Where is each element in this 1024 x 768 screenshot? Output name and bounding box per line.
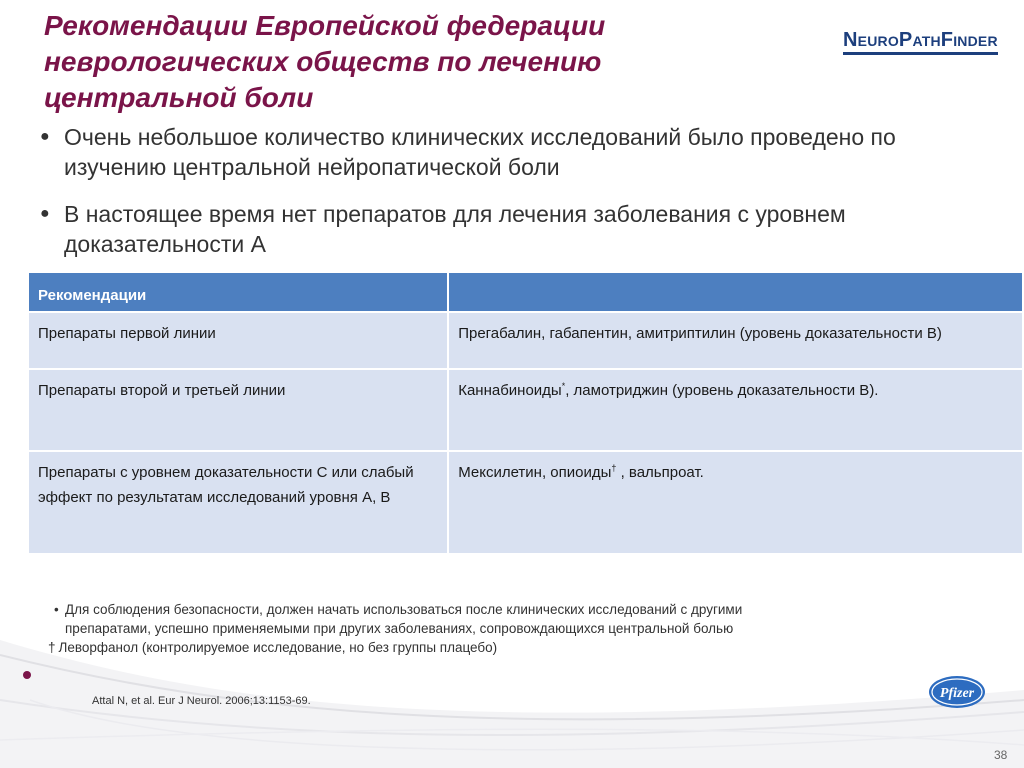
recommendations-table [27,271,1024,555]
bullet-item [40,199,940,259]
bullet-dot-icon: ● [40,205,50,222]
bullet-text: Очень небольшое количество клинических исследований было проведено по изучению центральной нейропатической боли [64,124,896,180]
table-cell-value [448,451,1023,554]
footnote-marker: † [611,463,617,473]
footnote-text: Для соблюдения безопасности, должен начать использоваться после клинических исследований с другими [65,602,743,617]
logo-letter: N [843,29,858,51]
logo-letters: EURO [857,33,899,49]
footnote-text: Леворфанол (контролируемое исследование, но без группы плацебо) [58,640,498,655]
table-header-cell [448,272,1023,312]
value-text: , вальпроат. [616,464,704,481]
page-number: 38 [994,748,1008,762]
dagger-mark: † [48,640,56,655]
bullet-dot-icon: ● [40,128,50,145]
logo-letter: F [940,29,954,51]
table-cell-value [448,369,1023,451]
table-header-cell: Рекомендации [28,272,448,312]
logo-letter: P [898,29,913,51]
title-line-3: центральной боли [44,82,314,113]
footnote-line [48,600,928,619]
title-line-2: неврологических обществ по лечению [44,46,602,77]
table-cell-label: Препараты первой линии [28,312,448,369]
bullet-item [40,122,940,182]
table-row [28,451,1023,554]
footnote-line [48,638,928,657]
logo-letters: ATH [912,33,941,49]
footnote-line [48,619,928,638]
bullet-text: В настоящее время нет препаратов для лечения заболевания с уровнем доказательности А [64,201,846,257]
title-line-1: Рекомендации Европейской федерации [44,10,606,41]
table-cell-label: Препараты с уровнем доказательности С или слабый эффект по результатам исследований уровня А, В [28,451,448,554]
value-text: Каннабиноиды [458,382,562,399]
value-text: , ламотриджин (уровень доказательности В). [565,382,879,399]
footnotes [48,600,928,657]
key-points-list [40,122,940,276]
footnote-bullet-icon: • [54,602,59,617]
pfizer-logo [927,673,987,711]
table-row [28,369,1023,451]
citation-reference: Attal N, et al. Eur J Neurol. 2006;13:1153-69. [92,695,311,707]
accent-dot [23,671,31,679]
footnote-marker: * [561,381,566,391]
table-cell-value: Прегабалин, габапентин, амитриптилин (уровень доказательности В) [448,312,1023,369]
logo-letters: INDER [953,33,998,49]
table-cell-label: Препараты второй и третьей линии [28,369,448,451]
slide-title [44,8,764,116]
table-header-row [28,272,1023,312]
table-row [28,312,1023,369]
neuropathfinder-logo [843,30,998,55]
value-text: Мексилетин, опиоиды [458,464,612,481]
footnote-text: препаратами, успешно применяемыми при других заболеваниях, сопровождающихся центральной болью [65,621,734,636]
pfizer-logo-text: Pfizer [939,686,975,701]
